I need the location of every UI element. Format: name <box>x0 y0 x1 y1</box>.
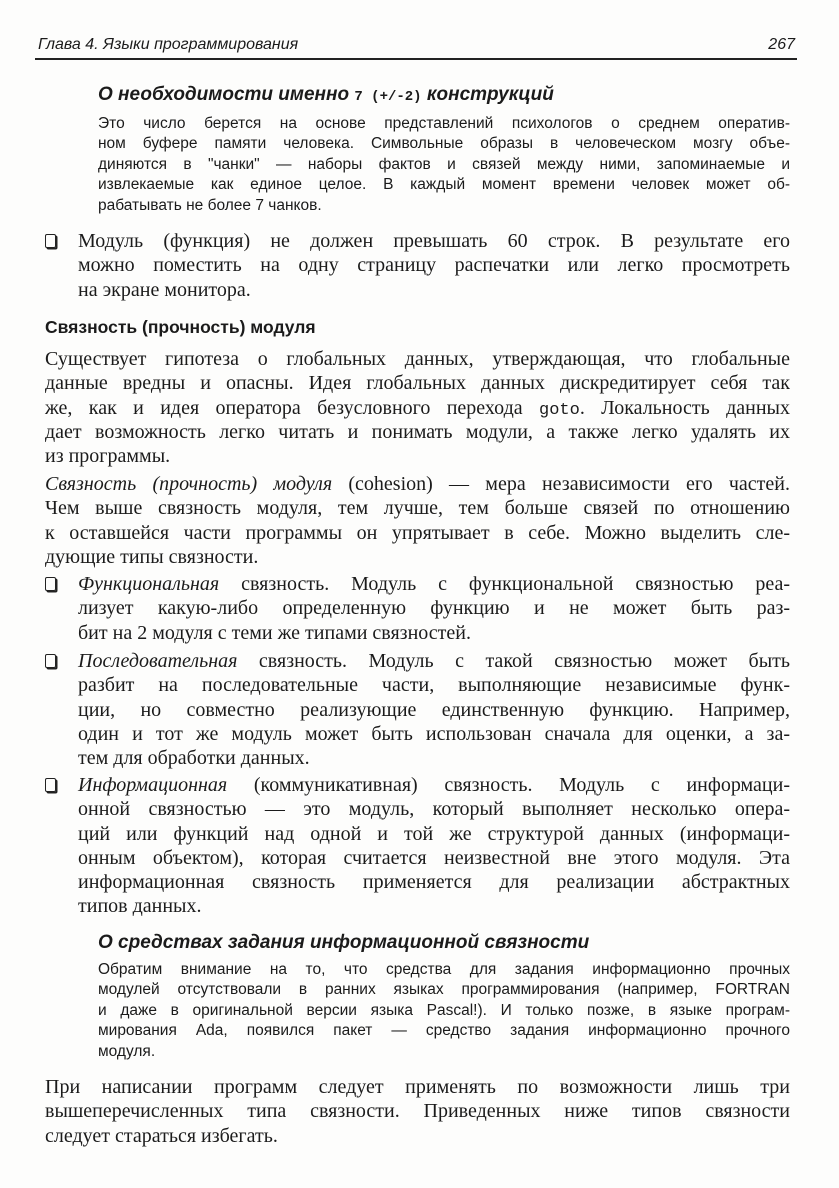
text-line <box>45 396 790 420</box>
text-span: (коммуникативная) связность. Модуль с информаци- <box>227 774 790 796</box>
text-line: лизует какую-либо определенную функцию и не может быть раз- <box>78 597 790 620</box>
text-line: один и тот же модуль может быть использован сначала для оценки, а за- <box>78 722 790 745</box>
term-cohesion: Связность (прочность) модуля <box>45 473 333 495</box>
note-body-tools <box>98 960 790 1062</box>
text-line <box>78 773 790 797</box>
text-line: Модуль (функция) не должен превышать 60 строк. В результате его <box>78 230 790 252</box>
text-line: данные вредны и опасны. Идея глобальных данных дискредитирует себя так <box>45 372 790 395</box>
running-header-chapter: Глава 4. Языки программирования <box>38 36 299 53</box>
bullet-informational <box>78 773 790 919</box>
paragraph-global-data <box>45 347 790 468</box>
bullet-module-size <box>78 229 790 302</box>
text-line: При написании программ следует применять по возможности лишь три <box>45 1076 790 1098</box>
header-rule <box>35 58 797 60</box>
section-heading: Связность (прочность) модуля <box>45 317 316 337</box>
text-span: (cohesion) — мера независимости его частей. <box>332 473 791 495</box>
text-line: модуля. <box>98 1042 156 1060</box>
text-line: из программы. <box>45 445 171 468</box>
text-line: вышеперечисленных типа связности. Приведенных ниже типов связности <box>45 1100 790 1123</box>
text-line: разбит на последовательные части, выполняющие независимые функ- <box>78 674 790 697</box>
text-line: на экране монитора. <box>78 278 251 301</box>
note-title-code: 7 (+/-2) <box>354 89 422 105</box>
text-line: тем для обработки данных. <box>78 747 310 770</box>
text-line: дает возможность легко читать и понимать модули, а также легко удалять их <box>45 420 790 443</box>
text-line: Обратим внимание на то, что средства для задания информационно прочных <box>98 961 790 978</box>
text-line: ций или функций над одной и той же структурой данных (информаци- <box>78 822 790 845</box>
paragraph-cohesion <box>45 472 790 569</box>
text-line: типов данных. <box>78 895 202 918</box>
text-line: онной связностью — это модуль, который выполняет несколько опера- <box>78 798 790 821</box>
text-line: модулей отсутствовали в ранних языках программирования (например, FORTRAN <box>98 981 790 999</box>
text-line: ции, но совместно реализующие единственную функцию. Например, <box>78 698 790 721</box>
text-line: следует стараться избегать. <box>45 1124 278 1147</box>
text-line: ном буфере памяти человека. Символьные образы в человеческом мозгу объе- <box>98 135 790 153</box>
text-line <box>78 572 790 596</box>
text-line: мирования Ada, появился пакет — средство задания информационно прочного <box>98 1022 790 1040</box>
text-line: можно поместить на одну страницу распечатки или легко просмотреть <box>78 254 790 277</box>
page-number: 267 <box>768 36 795 53</box>
text-line: диняются в "чанки" — наборы фактов и связей между ними, запоминаемые и <box>98 155 790 173</box>
term-functional: Функциональная <box>78 573 220 595</box>
text-line: информационная связность применяется для реализации абстрактных <box>78 871 790 894</box>
note-title-span <box>98 84 554 108</box>
paragraph-closing <box>45 1075 790 1148</box>
code-goto: goto <box>539 400 580 420</box>
text-span: . Локальность данных <box>579 396 790 419</box>
bullet-functional <box>78 572 790 645</box>
note-title-tools: О средствах задания информационной связности <box>98 932 590 953</box>
text-line: рабатывать не более 7 чанков. <box>98 196 322 214</box>
text-line: онным объектом), которая считается неизвестной вне этого модуля. Эта <box>78 846 790 869</box>
note-body-span <box>98 114 790 216</box>
text-span: же, как и идея оператора безусловного перехода <box>45 396 539 419</box>
bullet-box-icon <box>45 778 56 792</box>
note-title-text: О необходимости именно <box>98 84 355 105</box>
text-line: извлекаемые как единое целое. В каждый момент времени человек может об- <box>98 176 790 194</box>
text-line: Это число берется на основе представлений психологов о среднем оператив- <box>98 115 790 132</box>
bullet-box-icon <box>45 234 56 248</box>
term-informational: Информационная <box>78 774 228 796</box>
text-line: бит на 2 модуля с теми же типами связностей. <box>78 621 471 644</box>
text-line: и даже в оригинальной версии языка Pascal!). И только позже, в языке програм- <box>98 1001 790 1019</box>
text-line <box>45 472 790 496</box>
text-line: дующие типы связности. <box>45 545 259 568</box>
text-span: связность. Модуль с такой связностью может быть <box>237 650 790 672</box>
note-title-text: конструкций <box>421 84 554 105</box>
bullet-box-icon <box>45 654 56 668</box>
text-line: Существует гипотеза о глобальных данных, утверждающая, что глобальные <box>45 348 790 370</box>
text-span: связность. Модуль с функциональной связностью реа- <box>219 573 790 595</box>
text-line: Чем выше связность модуля, тем лучше, тем больше связей по отношению <box>45 497 790 520</box>
text-line: к оставшейся части программы он упрятывает в себе. Можно выделить сле- <box>45 521 790 544</box>
bullet-box-icon <box>45 577 56 591</box>
text-line <box>78 649 790 673</box>
term-sequential: Последовательная <box>78 650 238 672</box>
bullet-sequential <box>78 649 790 770</box>
